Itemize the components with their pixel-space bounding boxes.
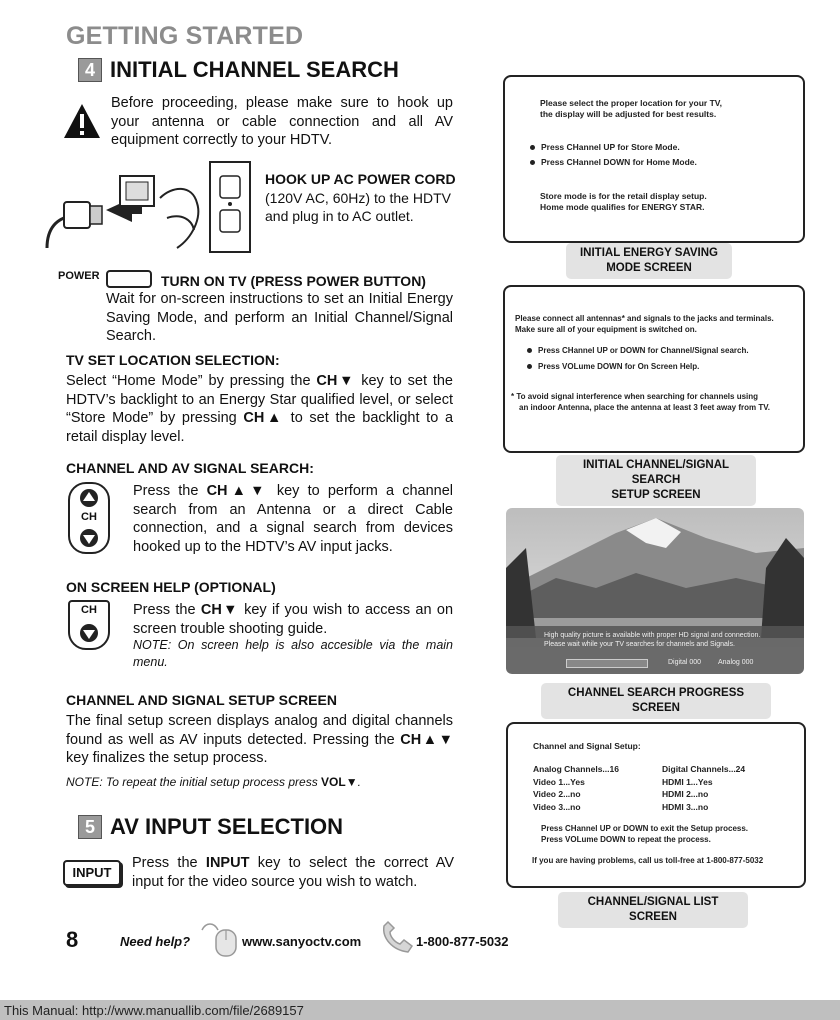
phone-number: 1-800-877-5032 [416,934,509,949]
input-text [132,854,454,891]
screen-line: If you are having problems, call us toll-free at 1-800-877-5032 [532,856,764,865]
note-text: : To repeat the initial setup process press [99,775,322,789]
help-text-part: Press the [133,602,201,618]
website-link[interactable]: www.sanyoctv.com [242,934,362,949]
screen-bullet-text: Press CHannel UP for Store Mode. [541,142,680,152]
screen-bullet [527,361,699,372]
power-cord-illustration [42,158,257,258]
energy-saving-screen [503,75,805,243]
list-item: HDMI 2...no [662,789,709,799]
screen-line: * To avoid signal interference when searching for channels using [511,392,759,401]
repeat-note [66,774,361,791]
setup-text-part: key finalizes the setup process. [66,750,268,766]
list-left-column [533,763,619,813]
section-title: GETTING STARTED [66,22,304,50]
screen-line: Make sure all of your equipment is switched on. [515,325,697,334]
mouse-icon [198,920,240,958]
phone-icon [378,920,416,956]
screen-line: Press VOLume DOWN to repeat the process. [541,835,711,844]
screen-bullet [530,142,680,153]
input-text-part: Press the [132,855,206,871]
list-screen-caption: CHANNEL/SIGNAL LIST SCREEN [558,892,748,928]
step-5-number: 5 [78,815,102,839]
screen-line: Please select the proper location for your TV, [540,98,723,108]
step-4-heading [78,57,399,83]
list-item: Video 2...no [533,789,581,799]
caption-line: INITIAL ENERGY SAVING [579,247,719,259]
caption-line: SETUP SCREEN [611,489,701,501]
ch-down-key-icon [68,600,110,650]
list-right-column [662,763,745,813]
list-title: Channel and Signal Setup: [533,741,641,751]
analog-count: Analog 000 [718,659,754,666]
input-key: INPUT [205,855,250,871]
page-number: 8 [66,927,79,952]
list-item: Video 3...no [533,801,581,812]
note-text: : On screen help is also accesible via the main menu. [133,638,453,669]
ch-up-down-key: CH▲▼ [206,483,269,499]
turn-on-text: Wait for on-screen instructions to set an Initial Energy Saving Mode, and perform an Initial Channel/Signal Search. [106,291,453,344]
bullet-icon [527,364,532,369]
ch-down-key: CH▼ [316,373,356,389]
help-text [133,601,453,638]
screen-line: Please connect all antennas* and signals to the jacks and terminals. [515,314,774,323]
location-title: TV SET LOCATION SELECTION: [66,352,280,368]
power-button-icon [106,270,152,288]
bullet-icon [530,145,535,150]
progress-bar [566,659,648,668]
screen-line: Press CHannel UP or DOWN to exit the Setup process. [541,824,749,833]
step-4-number: 4 [78,58,102,82]
landscape-photo [506,508,804,674]
location-text-part: key to set the HDTV’s backlight to an Energy Star qualified level, or select “Store Mode” by pressing [66,373,454,426]
screen-bullet-text: Press CHannel UP or DOWN for Channel/Signal search. [538,346,749,355]
setup-text [66,712,453,768]
digital-count: Digital 000 [668,659,702,666]
warning-text: Before proceeding, please make sure to hook up your antenna or cable connection and all AV equipment correctly to your HDTV. [111,95,453,148]
ch-key-label: CH [81,511,97,523]
turn-on-title: TURN ON TV (PRESS POWER BUTTON) [161,273,426,289]
step-5-title: AV INPUT SELECTION [110,814,344,839]
caption-line: MODE SCREEN [606,262,692,274]
help-note [133,637,453,671]
ch-down-key: CH▼ [200,602,239,618]
ch-up-down-key-icon [68,482,110,554]
progress-screen-caption: CHANNEL SEARCH PROGRESS SCREEN [541,683,771,719]
manual-link[interactable]: This Manual: http://www.manuallib.com/file/2689157 [4,1003,304,1018]
screen-bullet [527,345,749,356]
screen-bullet-text: Press CHannel DOWN for Home Mode. [541,157,697,167]
step-5-heading [78,814,343,840]
note-text: . [357,775,361,789]
setup-text-part: The final setup screen displays analog and digital channels found as well as AV inputs detected. Pressing the [66,713,453,748]
location-text-part: Select “Home Mode” by pressing the [66,373,317,389]
power-cord-block [265,170,465,226]
step-4-title: INITIAL CHANNEL SEARCH [110,57,399,82]
search-text [133,482,453,556]
help-title: ON SCREEN HELP (OPTIONAL) [66,579,276,595]
search-text-part: key to perform a channel search from an Antenna or a direct Cable connection, and a signal search from devices hooked up to the HDTV’s AV input jacks. [133,483,453,555]
ch-up-key: CH▲ [243,410,284,426]
setup-title: CHANNEL AND SIGNAL SETUP SCREEN [66,692,337,708]
list-item: Video 1...Yes [533,776,585,787]
note-label: NOTE [133,638,168,652]
input-text-part: key to select the correct AV input for the video source you wish to watch. [132,855,454,890]
location-text [66,372,453,446]
ch-up-down-key: CH▲▼ [400,731,453,748]
vol-down-key: VOL▼ [321,775,358,789]
channel-setup-caption [556,455,756,506]
bullet-icon [527,348,532,353]
energy-screen-caption [566,243,732,279]
location-text-part: to set the backlight to a retail display level. [66,410,454,445]
screen-line: Home mode qualifies for ENERGY STAR. [540,202,705,212]
channel-search-progress-screen [506,508,804,674]
overlay-line: High quality picture is available with proper HD signal and connection. [544,632,761,639]
warning-icon [62,102,102,140]
list-item: HDMI 1...Yes [662,776,713,787]
search-title: CHANNEL AND AV SIGNAL SEARCH: [66,460,314,476]
screen-bullet [530,157,697,168]
help-text-part: key if you wish to access an on screen trouble shooting guide. [133,602,454,637]
power-cord-title: HOOK UP AC POWER CORD [265,171,456,187]
screen-line: an indoor Antenna, place the antenna at least 3 feet away from TV. [519,403,771,412]
channel-search-setup-screen [503,285,805,453]
list-item: Analog Channels...16 [533,764,619,774]
overlay-line: Please wait while your TV searches for channels and Signals. [544,641,735,648]
input-key-icon: INPUT [63,860,121,886]
caption-line: INITIAL CHANNEL/SIGNAL SEARCH [582,459,730,486]
power-cord-text: (120V AC, 60Hz) to the HDTV and plug in to AC outlet. [265,189,451,224]
search-text-part: Press the [133,483,207,499]
channel-signal-list-screen [506,722,806,888]
list-item: HDMI 3...no [662,801,709,812]
bullet-icon [530,160,535,165]
screen-line: the display will be adjusted for best results. [540,109,717,119]
need-help-label: Need help? [120,934,191,949]
list-item: Digital Channels...24 [662,764,746,774]
screen-line: Store mode is for the retail display setup. [540,191,707,201]
note-label: NOTE [66,775,100,789]
ch-key-label: CH [81,604,97,616]
screen-bullet-text: Press VOLume DOWN for On Screen Help. [538,362,700,371]
power-label: POWER [58,270,100,282]
